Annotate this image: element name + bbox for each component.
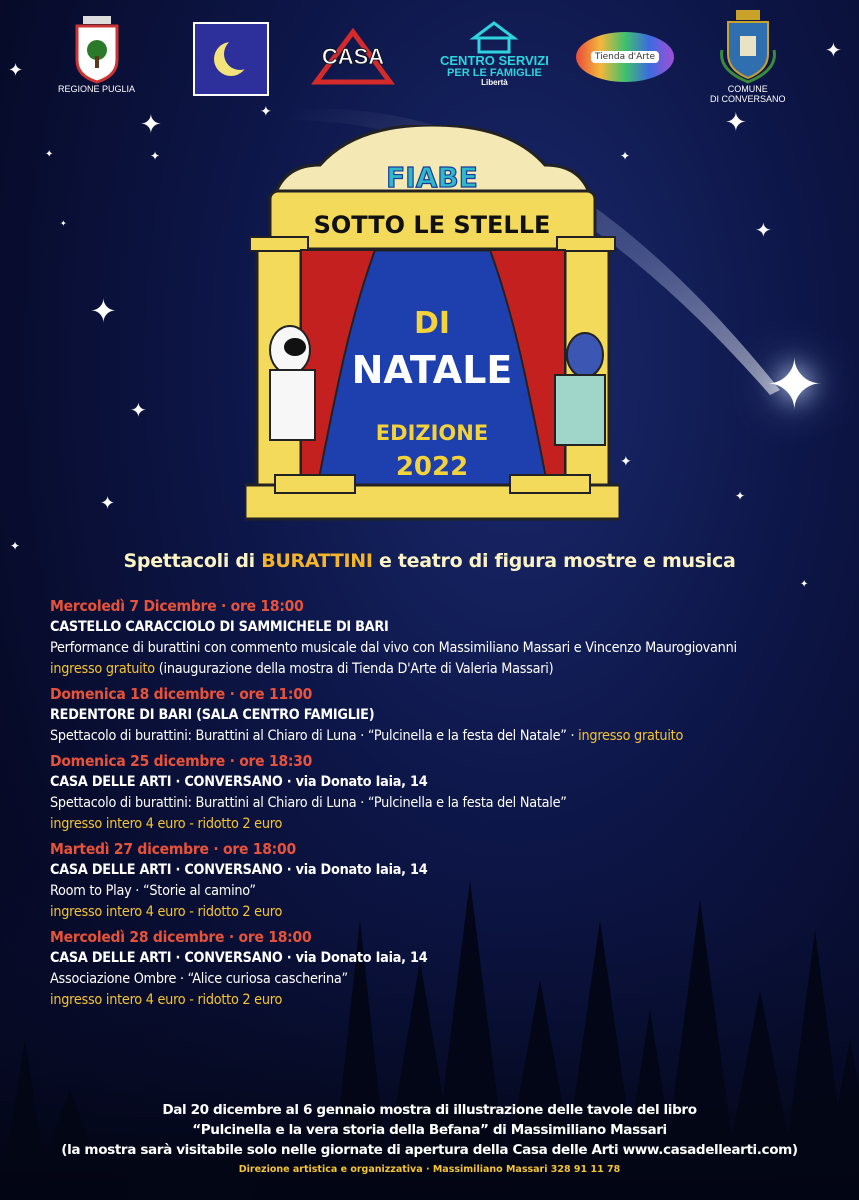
footer-line-3: (la mostra sarà visitabile solo nelle giornate di apertura della Casa delle Arti www.casadellearti.com) [61,1142,798,1158]
star-icon: ✦ [45,149,54,160]
svg-text:CASA: CASA [321,44,385,69]
headline-post: e teatro di figura mostre e musica [372,550,736,572]
footer-direction: Direzione artistica e organizzativa · Massimiliano Massari 328 91 11 78 [238,1164,621,1175]
chiaro-di-luna-logo [193,22,269,96]
star-icon: ✦ [90,292,117,330]
event-description: Spettacolo di burattini: Burattini al Chiaro di Luna · “Pulcinella e la festa del Natale” [50,795,567,811]
poster-natale: NATALE [351,348,513,392]
star-icon: ✦ [825,38,842,62]
poster-anno: 2022 [395,452,469,482]
star-icon: ✦ [260,104,272,120]
star-icon: ✦ [620,149,631,163]
star-icon: ✦ [620,454,632,470]
centro-servizi-famiglie-logo [440,20,549,88]
event-venue: CASA DELLE ARTI · CONVERSANO · via Donato Iaia, 14 [50,950,428,966]
regione-puglia-logo [58,14,135,94]
pulcinella-puppet [270,326,315,440]
headline [0,550,859,572]
event-venue: CASA DELLE ARTI · CONVERSANO · via Donato Iaia, 14 [50,862,428,878]
casa-delle-arti-mark-icon [308,22,398,92]
house-icon [469,20,519,54]
centro-servizi-libertà: Libertà [481,78,508,88]
event-price: ingresso gratuito [578,728,684,744]
star-icon: ✦ [8,60,24,81]
event-price: ingresso intero 4 euro - ridotto 2 euro [50,816,283,832]
event-venue: REDENTORE DI BARI (SALA CENTRO FAMIGLIE) [50,707,375,723]
comune-crest-icon [718,10,778,84]
regione-puglia-crest-icon [73,14,121,84]
poster-edizione: EDIZIONE [375,421,489,445]
event-item [50,684,840,747]
event-date: Mercoledì 28 dicembre · ore 18:00 [50,928,312,946]
star-icon: ✦ [765,344,824,426]
tienda-label: Tienda d'Arte [591,51,659,63]
headline-pre: Spettacoli di [123,550,262,572]
comune-caption-2: DI CONVERSANO [710,94,786,105]
event-item [50,596,840,680]
star-icon: ✦ [60,219,67,228]
centro-servizi-title: CENTRO SERVIZI [440,53,549,68]
star-icon: ✦ [735,489,746,503]
poster-di: DI [413,306,451,341]
event-note: (inaugurazione della mostra di Tienda D'Arte di Valeria Massari) [154,661,554,677]
comune-conversano-logo [710,10,786,105]
star-icon: ✦ [100,493,116,514]
star-icon: ✦ [725,108,747,138]
headline-highlight: BURATTINI [261,550,373,572]
moon-icon [214,42,248,76]
event-description: Performance di burattini con commento musicale dal vivo con Massimiliano Massari e Vincenzo Maurogiovanni [50,640,737,656]
footer-line-2: “Pulcinella e la vera storia della Befana” di Massimiliano Massari [192,1122,667,1138]
puppet-theatre-illustration [245,125,620,525]
event-date: Domenica 18 dicembre · ore 11:00 [50,685,313,703]
regione-puglia-caption: REGIONE PUGLIA [58,84,136,94]
star-icon: ✦ [10,539,21,553]
event-description: Room to Play · “Storie al camino” [50,883,256,899]
event-description: Associazione Ombre · “Alice curiosa cascherina” [50,971,348,987]
event-date: Domenica 25 dicembre · ore 18:30 [50,752,313,770]
star-icon: ✦ [130,398,147,422]
footer [0,1100,859,1175]
footer-line-1: Dal 20 dicembre al 6 gennaio mostra di illustrazione delle tavole del libro [162,1102,697,1118]
star-icon: ✦ [800,579,809,590]
comune-caption-1: COMUNE [727,84,768,94]
event-price: ingresso gratuito [50,661,155,677]
sponsor-logos [0,10,859,110]
star-icon: ✦ [755,218,772,242]
event-price: ingresso intero 4 euro - ridotto 2 euro [50,904,283,920]
star-icon: ✦ [140,110,162,140]
centro-servizi-subtitle: PER LE FAMIGLIE [447,66,542,79]
event-venue: CASTELLO CARACCIOLO DI SAMMICHELE DI BARI [50,619,389,635]
event-price: ingresso intero 4 euro - ridotto 2 euro [50,992,283,1008]
tienda-d-arte-logo [576,32,674,82]
event-date: Martedì 27 dicembre · ore 18:00 [50,840,296,858]
casa-delle-arti-logo [308,22,398,92]
star-icon: ✦ [150,149,161,163]
poster-sotto-le-stelle: SOTTO LE STELLE [313,211,551,239]
event-item [50,839,840,923]
event-item [50,927,840,1011]
event-program [50,596,840,1015]
event-description: Spettacolo di burattini: Burattini al Chiaro di Luna · “Pulcinella e la festa del Natale” · [50,728,579,744]
event-item [50,751,840,835]
poster-fiabe: FIABE [386,161,478,194]
event-venue: CASA DELLE ARTI · CONVERSANO · via Donato Iaia, 14 [50,774,428,790]
event-date: Mercoledì 7 Dicembre · ore 18:00 [50,597,304,615]
